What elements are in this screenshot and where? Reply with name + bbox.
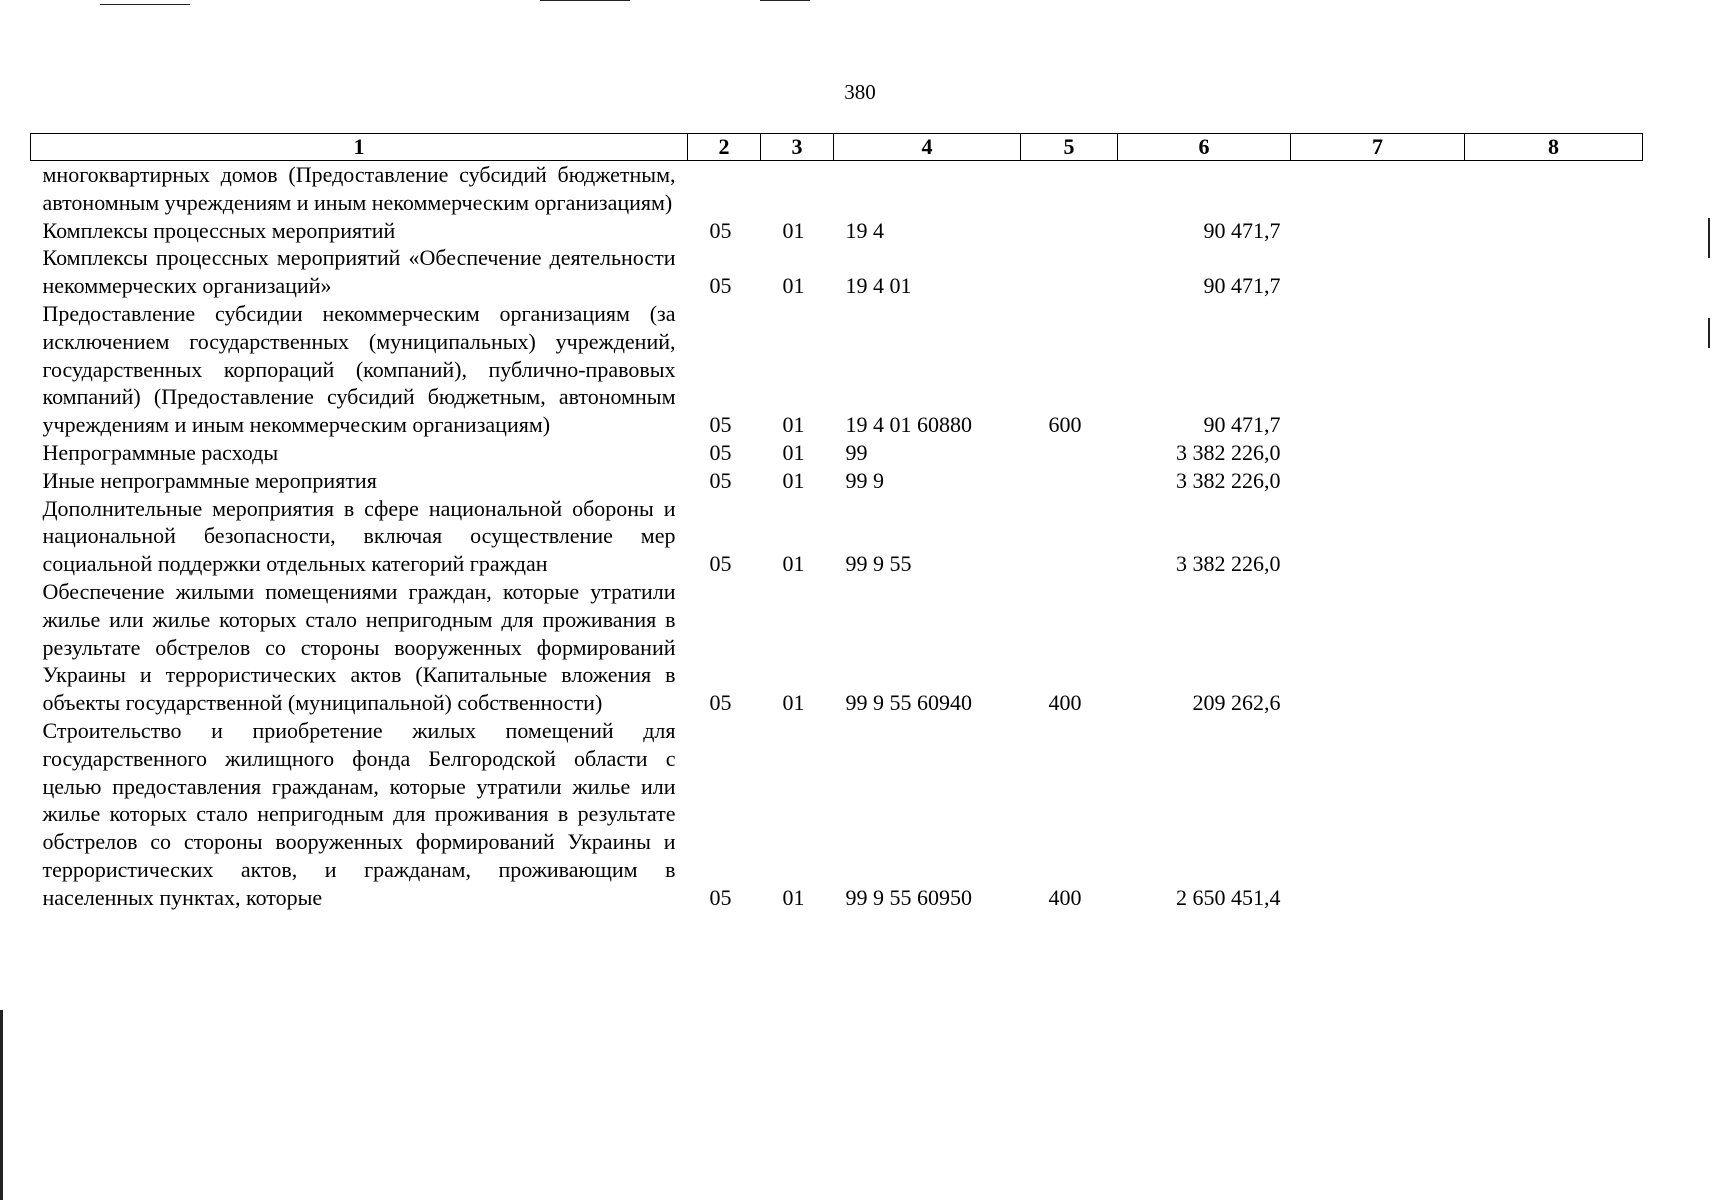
row-name: Непрограммные расходы: [42, 439, 279, 465]
row-subsection: 01: [782, 412, 805, 438]
row-section: 05: [709, 551, 732, 577]
row-col7: [1291, 244, 1465, 300]
page-number: 380: [844, 80, 876, 104]
budget-table: [30, 133, 1643, 912]
column-header-2: 2: [688, 134, 761, 161]
row-name: Иные непрограммные мероприятия: [42, 467, 377, 493]
row-expense-type: [1021, 244, 1118, 300]
row-col7: [1291, 217, 1465, 245]
row-col8: [1465, 717, 1643, 912]
row-col8: [1465, 300, 1643, 439]
row-section: 05: [709, 439, 732, 465]
row-amount: 209 262,6: [1192, 690, 1281, 716]
row-col8: [1465, 439, 1643, 467]
row-col7: [1291, 578, 1465, 717]
scan-artifact-top-1: [100, 4, 190, 5]
row-col8: [1465, 244, 1643, 300]
table-row: [31, 717, 1643, 912]
table-row: [31, 244, 1643, 300]
table-header-row: [31, 134, 1643, 161]
table-row: [31, 467, 1643, 495]
row-col7: [1291, 439, 1465, 467]
row-expense-type: 600: [1048, 412, 1082, 438]
row-amount: 90 471,7: [1203, 412, 1281, 438]
row-subsection: 01: [782, 551, 805, 577]
row-col7: [1291, 300, 1465, 439]
row-section: [688, 161, 761, 217]
column-header-3: 3: [761, 134, 834, 161]
row-amount: 90 471,7: [1203, 273, 1281, 299]
row-target-code: 19 4: [845, 217, 884, 243]
row-expense-type: [1021, 161, 1118, 217]
row-target-code: [834, 161, 1021, 217]
row-subsection: 01: [782, 467, 805, 493]
row-section: 05: [709, 273, 732, 299]
row-target-code: 99 9 55 60940: [845, 690, 972, 716]
scan-artifact-top-3: [760, 0, 810, 1]
row-col8: [1465, 161, 1643, 217]
row-target-code: 19 4 01 60880: [845, 412, 972, 438]
row-col8: [1465, 217, 1643, 245]
scan-artifact-left-edge: [0, 1010, 3, 1200]
row-name: Строительство и приобретение жилых помещений для государственного жилищного фонда Белгородской области с целью предоставления гражданам, которые утратили жилье или жилье которых стало непригодным для проживания в результате обстрелов со стороны вооруженных формирований Украины и террористических актов, и гражданам, проживающим в населенных пунктах, которые: [42, 717, 676, 910]
row-target-code: 99 9: [845, 467, 884, 493]
row-expense-type: 400: [1048, 690, 1082, 716]
column-header-7: 7: [1291, 134, 1465, 161]
table-row: [31, 161, 1643, 217]
row-amount: 90 471,7: [1203, 217, 1281, 243]
row-expense-type: [1021, 467, 1118, 495]
row-section: 05: [709, 467, 732, 493]
row-col8: [1465, 467, 1643, 495]
column-header-5: 5: [1021, 134, 1118, 161]
row-subsection: 01: [782, 884, 805, 910]
row-section: 05: [709, 884, 732, 910]
row-subsection: 01: [782, 217, 805, 243]
table-row: [31, 217, 1643, 245]
row-expense-type: [1021, 495, 1118, 578]
row-col7: [1291, 467, 1465, 495]
scan-artifact-right-edge-2: [1708, 318, 1710, 348]
row-section: 05: [709, 217, 732, 243]
table-row: [31, 578, 1643, 717]
table-row: [31, 495, 1643, 578]
row-subsection: 01: [782, 439, 805, 465]
table-row: [31, 439, 1643, 467]
row-col8: [1465, 495, 1643, 578]
row-amount: 3 382 226,0: [1176, 551, 1281, 577]
row-col8: [1465, 578, 1643, 717]
row-section: 05: [709, 412, 732, 438]
row-amount: 3 382 226,0: [1176, 439, 1281, 465]
table-row: [31, 300, 1643, 439]
row-name: многоквартирных домов (Предоставление субсидий бюджетным, автономным учреждениям и иным некоммерческим организациям): [42, 162, 676, 215]
row-name: Дополнительные мероприятия в сфере национальной обороны и национальной безопасности, включая осуществление мер социальной поддержки отдельных категорий граждан: [42, 495, 676, 577]
row-expense-type: [1021, 217, 1118, 245]
row-target-code: 99: [845, 439, 868, 465]
row-amount: 3 382 226,0: [1176, 467, 1281, 493]
row-amount: [1118, 161, 1291, 217]
row-target-code: 99 9 55 60950: [845, 884, 972, 910]
row-col7: [1291, 717, 1465, 912]
row-name: Комплексы процессных мероприятий «Обеспечение деятельности некоммерческих организаций»: [42, 245, 676, 299]
column-header-8: 8: [1465, 134, 1643, 161]
row-section: 05: [709, 690, 732, 716]
row-name: Предоставление субсидии некоммерческим организациям (за исключением государственных (муниципальных) учреждений, государственных корпораций (компаний), публично-правовых компаний) (Предоставление субсидий бюджетным, автономным учреждениям и иным некоммерческим организациям): [42, 300, 676, 438]
row-name: Комплексы процессных мероприятий: [42, 217, 396, 243]
row-expense-type: [1021, 439, 1118, 467]
row-subsection: 01: [782, 273, 805, 299]
row-target-code: 19 4 01: [845, 273, 912, 299]
column-header-4: 4: [834, 134, 1021, 161]
row-col7: [1291, 495, 1465, 578]
column-header-6: 6: [1118, 134, 1291, 161]
row-expense-type: 400: [1048, 884, 1082, 910]
row-col7: [1291, 161, 1465, 217]
column-header-1: 1: [31, 134, 688, 161]
row-subsection: 01: [782, 690, 805, 716]
scan-artifact-top-2: [540, 0, 630, 1]
row-subsection: [761, 161, 834, 217]
row-amount: 2 650 451,4: [1176, 884, 1281, 910]
row-name: Обеспечение жилыми помещениями граждан, которые утратили жилье или жилье которых стало непригодным для проживания в результате обстрелов со стороны вооруженных формирований Украины и террористических актов (Капитальные вложения в объекты государственной (муниципальной) собственности): [42, 578, 676, 716]
row-target-code: 99 9 55: [845, 551, 912, 577]
scan-artifact-right-edge-1: [1708, 218, 1710, 258]
